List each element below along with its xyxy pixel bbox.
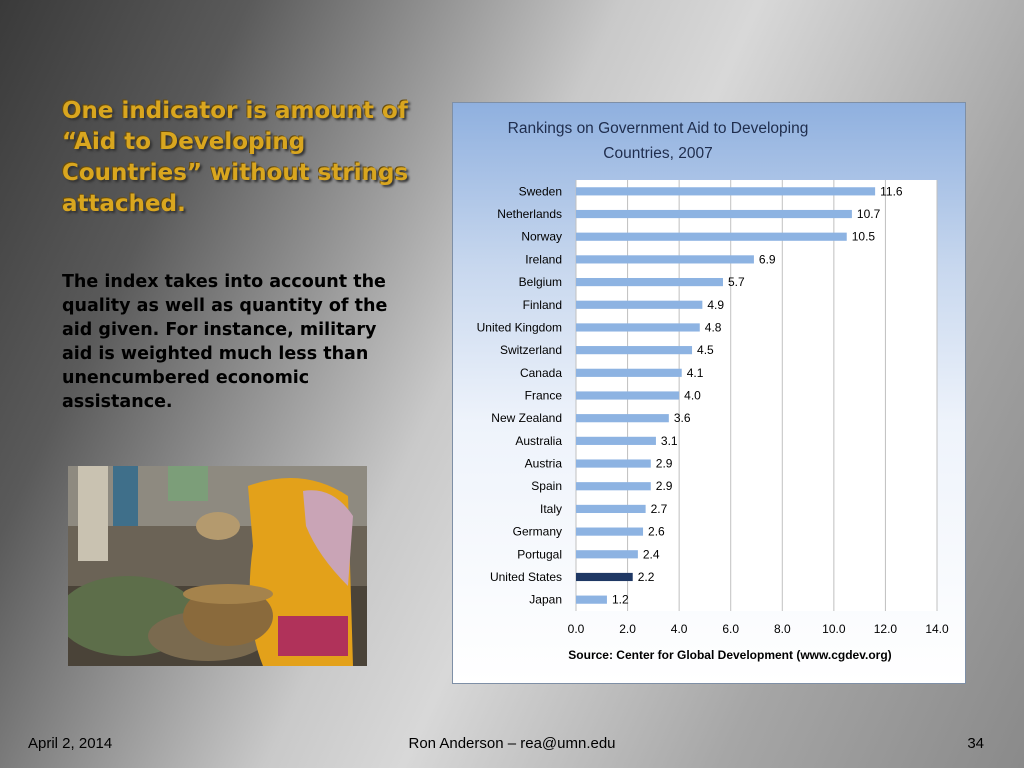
data-label: 4.1 (686, 365, 704, 380)
category-label: Finland (522, 297, 562, 312)
data-label: 1.2 (611, 592, 629, 607)
x-tick-label: 0.0 (567, 622, 585, 636)
x-tick-label: 12.0 (873, 622, 898, 636)
bar-canada (576, 369, 682, 377)
category-label: United States (489, 569, 562, 584)
bar-australia (576, 437, 656, 445)
footer-date: April 2, 2014 (28, 735, 113, 752)
data-label: 3.6 (673, 411, 691, 426)
category-label: Belgium (518, 275, 562, 290)
category-label: Sweden (518, 184, 562, 199)
photo-image (68, 466, 367, 666)
bar-united-states (576, 573, 633, 581)
x-tick-label: 4.0 (670, 622, 688, 636)
bar-austria (576, 459, 651, 467)
chart-source: Source: Center for Global Development (www.cgdev.org) (568, 648, 892, 662)
category-label: Ireland (525, 252, 562, 267)
category-label: Switzerland (499, 343, 562, 358)
chart-title-line: Countries, 2007 (603, 145, 713, 162)
data-label: 11.6 (880, 184, 903, 199)
bar-spain (576, 482, 651, 490)
data-label: 4.5 (697, 343, 714, 358)
x-tick-label: 10.0 (822, 622, 846, 636)
bar-japan (576, 596, 607, 604)
bar-united-kingdom (576, 323, 700, 331)
bar-italy (576, 505, 646, 513)
photo-woman-collecting-waste (68, 466, 367, 666)
data-label: 3.1 (660, 433, 678, 448)
bar-portugal (576, 550, 638, 558)
category-label: Netherlands (497, 207, 562, 222)
data-label: 5.7 (727, 275, 745, 290)
slide-body-text: The index takes into account the quality as well as quantity of the aid given. For instance, military aid is weighted much less than unencumbered economic assistance. (62, 272, 388, 412)
slide-title: One indicator is amount of “Aid to Developing Countries” without strings attached. (62, 98, 409, 217)
aid-ranking-chart (452, 102, 966, 684)
bar-sweden (576, 187, 875, 195)
data-label: 4.8 (704, 320, 722, 335)
category-label: Australia (515, 433, 562, 448)
data-label: 2.4 (642, 547, 660, 562)
category-label: Austria (524, 456, 562, 471)
category-label: New Zealand (491, 411, 562, 426)
footer-author: Ron Anderson – rea@umn.edu (408, 735, 616, 752)
bar-norway (576, 233, 847, 241)
category-label: Germany (512, 524, 562, 539)
category-label: Italy (539, 501, 562, 516)
bar-france (576, 391, 679, 399)
category-label: Portugal (517, 547, 562, 562)
bar-ireland (576, 255, 754, 263)
category-label: Spain (531, 479, 562, 494)
data-label: 6.9 (758, 252, 776, 267)
chart-title-line: Rankings on Government Aid to Developing (507, 120, 809, 137)
bar-finland (576, 301, 702, 309)
data-label: 4.0 (684, 388, 701, 403)
x-tick-label: 8.0 (773, 622, 791, 636)
bar-belgium (576, 278, 723, 286)
category-label: United Kingdom (476, 320, 562, 335)
data-label: 4.9 (707, 297, 725, 312)
bar-germany (576, 528, 643, 536)
data-label: 2.7 (650, 501, 668, 516)
data-label: 2.6 (648, 524, 665, 539)
bar-netherlands (576, 210, 852, 218)
chart-canvas (453, 103, 965, 683)
category-label: Japan (529, 592, 562, 607)
x-tick-label: 6.0 (722, 622, 740, 636)
data-label: 10.7 (856, 207, 881, 222)
category-label: Norway (521, 229, 562, 244)
category-label: Canada (519, 365, 562, 380)
bar-new-zealand (576, 414, 669, 422)
data-label: 2.2 (637, 569, 655, 584)
data-label: 2.9 (655, 456, 673, 471)
footer-page-number: 34 (967, 735, 984, 752)
bar-switzerland (576, 346, 692, 354)
category-label: France (524, 388, 562, 403)
data-label: 2.9 (655, 479, 673, 494)
x-tick-label: 2.0 (619, 622, 636, 636)
data-label: 10.5 (851, 229, 876, 244)
x-tick-label: 14.0 (925, 622, 949, 636)
